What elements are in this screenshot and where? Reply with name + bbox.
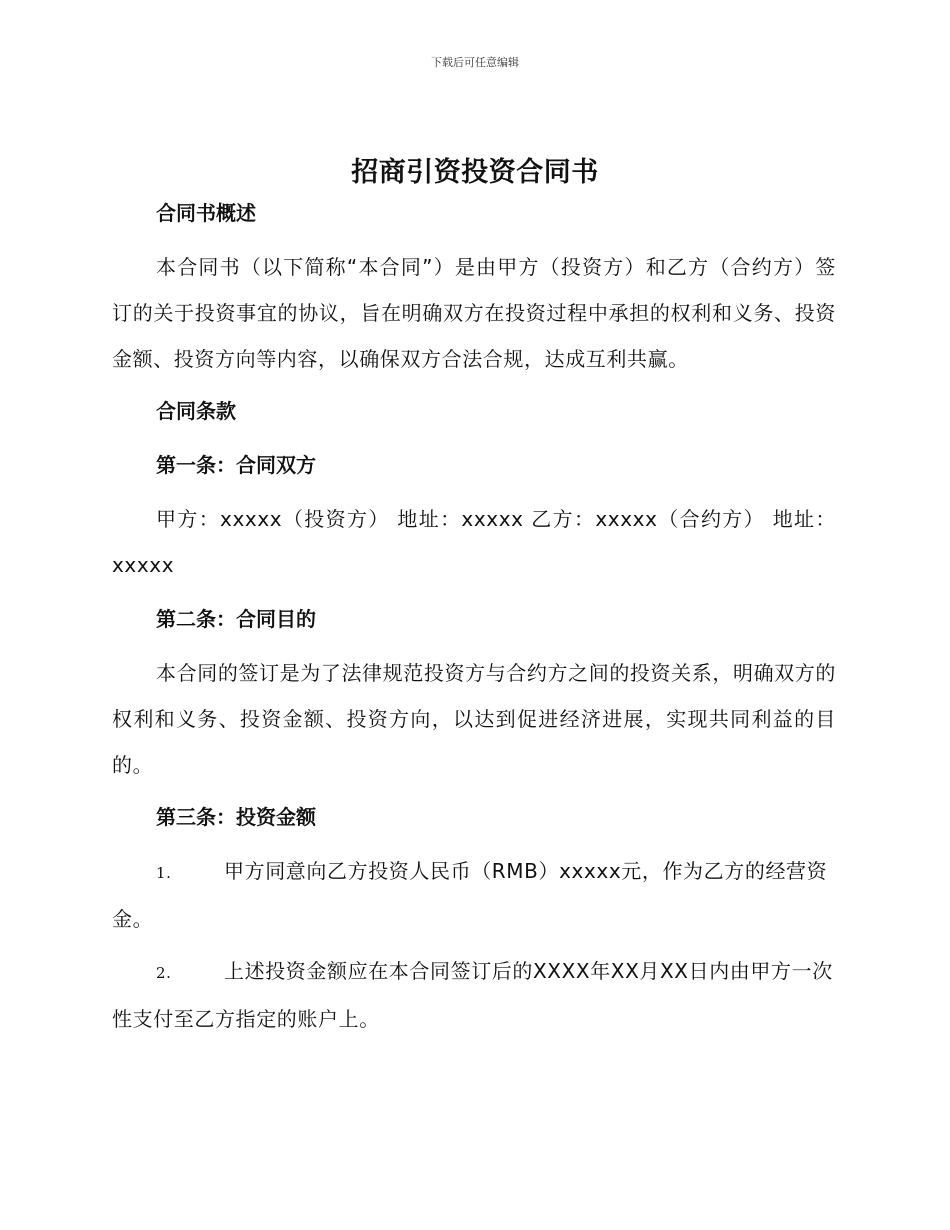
list-item-number: 1. bbox=[156, 864, 172, 882]
article-3-item-1 bbox=[112, 848, 836, 942]
section-overview bbox=[112, 198, 836, 228]
section-article-3 bbox=[112, 802, 836, 832]
list-item bbox=[112, 948, 836, 1042]
article-2-paragraph: 本合同的签订是为了法律规范投资方与合约方之间的投资关系，明确双方的权利和义务、投资金额、投资方向，以达到促进经济进展，实现共同利益的目的。 bbox=[112, 661, 836, 777]
list-item-text: 上述投资金额应在本合同签订后的XXXX年XX月XX日内由甲方一次性支付至乙方指定的账户上。 bbox=[112, 959, 833, 1031]
article-3-item-2 bbox=[112, 948, 836, 1042]
article-2-paragraph-block bbox=[112, 650, 836, 788]
list-item bbox=[112, 848, 836, 942]
list-item-text: 甲方同意向乙方投资人民币（RMB）xxxxx元，作为乙方的经营资金。 bbox=[112, 859, 828, 931]
terms-heading: 合同条款 bbox=[156, 399, 236, 423]
section-terms bbox=[112, 396, 836, 426]
section-article-2 bbox=[112, 604, 836, 634]
overview-heading: 合同书概述 bbox=[156, 201, 256, 225]
overview-paragraph: 本合同书（以下简称“本合同”）是由甲方（投资方）和乙方（合约方）签订的关于投资事宜的协议，旨在明确双方在投资过程中承担的权利和义务、投资金额、投资方向等内容，以确保双方合法合规，达成互利共赢。 bbox=[112, 255, 836, 371]
article-1-paragraph-block bbox=[112, 496, 836, 588]
article-3-heading: 第三条：投资金额 bbox=[156, 805, 316, 829]
page-header-note: 下载后可任意编辑 bbox=[431, 56, 519, 69]
list-item-number: 2. bbox=[156, 964, 172, 982]
section-article-1 bbox=[112, 450, 836, 480]
document-title: 招商引资投资合同书 bbox=[351, 157, 599, 188]
article-1-heading: 第一条：合同双方 bbox=[156, 453, 316, 477]
article-1-paragraph: 甲方：xxxxx（投资方） 地址：xxxxx 乙方：xxxxx（合约方） 地址：xxxxx bbox=[112, 507, 836, 577]
article-2-heading: 第二条：合同目的 bbox=[156, 607, 316, 631]
overview-paragraph-block bbox=[112, 244, 836, 382]
